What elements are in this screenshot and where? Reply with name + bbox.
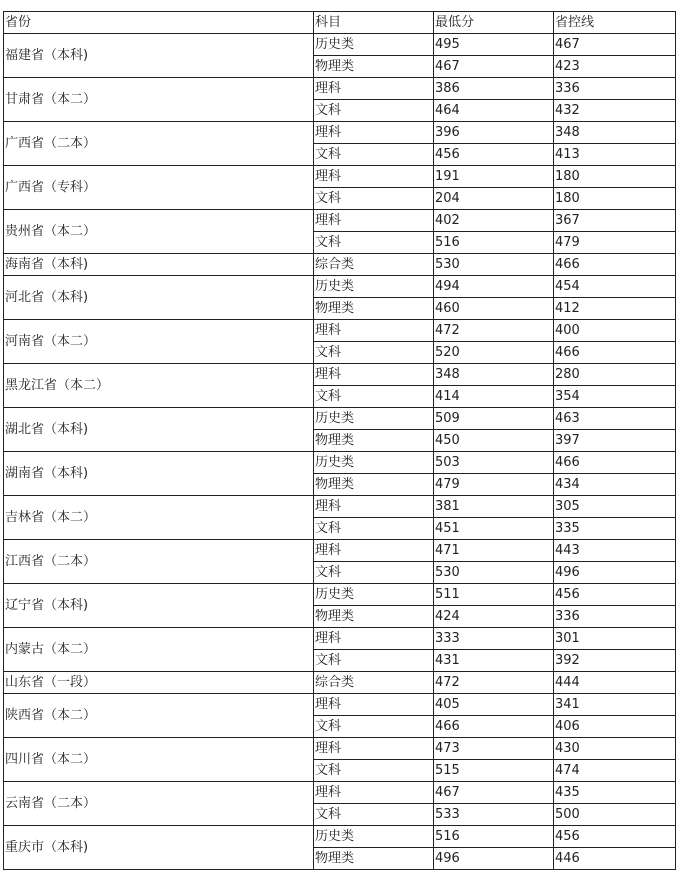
control-line-cell: 400: [554, 320, 676, 342]
min-score-cell: 495: [434, 34, 554, 56]
score-table: [3, 11, 676, 870]
control-line-cell: 430: [554, 738, 676, 760]
min-score-cell: 348: [434, 364, 554, 386]
min-score-cell: 511: [434, 584, 554, 606]
province-cell: 辽宁省（本科): [4, 584, 314, 628]
subject-cell: 文科: [314, 342, 434, 364]
min-score-cell: 520: [434, 342, 554, 364]
min-score-cell: 467: [434, 782, 554, 804]
province-cell: 云南省（二本）: [4, 782, 314, 826]
province-cell: 陕西省（本二）: [4, 694, 314, 738]
min-score-cell: 533: [434, 804, 554, 826]
control-line-cell: 354: [554, 386, 676, 408]
table-row: [4, 452, 676, 474]
min-score-cell: 414: [434, 386, 554, 408]
subject-cell: 理科: [314, 364, 434, 386]
min-score-cell: 479: [434, 474, 554, 496]
control-line-cell: 466: [554, 342, 676, 364]
subject-cell: 理科: [314, 166, 434, 188]
province-cell: 湖北省（本科): [4, 408, 314, 452]
min-score-cell: 402: [434, 210, 554, 232]
subject-cell: 文科: [314, 100, 434, 122]
control-line-cell: 432: [554, 100, 676, 122]
subject-cell: 物理类: [314, 298, 434, 320]
subject-cell: 文科: [314, 650, 434, 672]
control-line-cell: 280: [554, 364, 676, 386]
table-row: [4, 540, 676, 562]
subject-cell: 文科: [314, 562, 434, 584]
min-score-cell: 509: [434, 408, 554, 430]
table-row: [4, 166, 676, 188]
subject-cell: 文科: [314, 232, 434, 254]
min-score-cell: 503: [434, 452, 554, 474]
subject-cell: 历史类: [314, 826, 434, 848]
table-row: [4, 78, 676, 100]
subject-cell: 物理类: [314, 848, 434, 870]
province-cell: 重庆市（本科): [4, 826, 314, 870]
min-score-cell: 464: [434, 100, 554, 122]
control-line-cell: 180: [554, 166, 676, 188]
min-score-cell: 405: [434, 694, 554, 716]
table-row: [4, 628, 676, 650]
control-line-cell: 348: [554, 122, 676, 144]
table-row: [4, 694, 676, 716]
subject-cell: 物理类: [314, 606, 434, 628]
min-score-cell: 191: [434, 166, 554, 188]
min-score-cell: 472: [434, 320, 554, 342]
subject-cell: 理科: [314, 738, 434, 760]
header-control-line: 省控线: [554, 12, 676, 34]
control-line-cell: 466: [554, 452, 676, 474]
subject-cell: 理科: [314, 210, 434, 232]
province-cell: 福建省（本科): [4, 34, 314, 78]
control-line-cell: 443: [554, 540, 676, 562]
min-score-cell: 456: [434, 144, 554, 166]
subject-cell: 理科: [314, 78, 434, 100]
subject-cell: 历史类: [314, 452, 434, 474]
subject-cell: 理科: [314, 628, 434, 650]
control-line-cell: 456: [554, 584, 676, 606]
min-score-cell: 204: [434, 188, 554, 210]
control-line-cell: 180: [554, 188, 676, 210]
header-province: 省份: [4, 12, 314, 34]
control-line-cell: 496: [554, 562, 676, 584]
header-min-score: 最低分: [434, 12, 554, 34]
min-score-cell: 516: [434, 826, 554, 848]
control-line-cell: 446: [554, 848, 676, 870]
subject-cell: 文科: [314, 716, 434, 738]
min-score-cell: 530: [434, 562, 554, 584]
control-line-cell: 305: [554, 496, 676, 518]
subject-cell: 物理类: [314, 474, 434, 496]
min-score-cell: 530: [434, 254, 554, 276]
table-row: [4, 210, 676, 232]
control-line-cell: 397: [554, 430, 676, 452]
control-line-cell: 463: [554, 408, 676, 430]
control-line-cell: 336: [554, 606, 676, 628]
subject-cell: 理科: [314, 782, 434, 804]
table-row: [4, 320, 676, 342]
table-row: [4, 364, 676, 386]
table-row: [4, 408, 676, 430]
province-cell: 河北省（本科): [4, 276, 314, 320]
min-score-cell: 472: [434, 672, 554, 694]
subject-cell: 理科: [314, 320, 434, 342]
table-header: [4, 12, 676, 34]
control-line-cell: 500: [554, 804, 676, 826]
control-line-cell: 335: [554, 518, 676, 540]
control-line-cell: 412: [554, 298, 676, 320]
province-cell: 河南省（本二）: [4, 320, 314, 364]
subject-cell: 历史类: [314, 34, 434, 56]
min-score-cell: 471: [434, 540, 554, 562]
min-score-cell: 473: [434, 738, 554, 760]
control-line-cell: 406: [554, 716, 676, 738]
subject-cell: 文科: [314, 804, 434, 826]
min-score-cell: 496: [434, 848, 554, 870]
control-line-cell: 413: [554, 144, 676, 166]
min-score-cell: 515: [434, 760, 554, 782]
table-row: [4, 254, 676, 276]
subject-cell: 文科: [314, 518, 434, 540]
subject-cell: 历史类: [314, 408, 434, 430]
control-line-cell: 467: [554, 34, 676, 56]
min-score-cell: 431: [434, 650, 554, 672]
min-score-cell: 386: [434, 78, 554, 100]
table-row: [4, 276, 676, 298]
province-cell: 湖南省（本科): [4, 452, 314, 496]
min-score-cell: 494: [434, 276, 554, 298]
table-row: [4, 34, 676, 56]
province-cell: 广西省（二本）: [4, 122, 314, 166]
control-line-cell: 423: [554, 56, 676, 78]
subject-cell: 历史类: [314, 276, 434, 298]
control-line-cell: 479: [554, 232, 676, 254]
table-row: [4, 782, 676, 804]
min-score-cell: 450: [434, 430, 554, 452]
control-line-cell: 474: [554, 760, 676, 782]
province-cell: 内蒙古（本二）: [4, 628, 314, 672]
min-score-cell: 466: [434, 716, 554, 738]
min-score-cell: 424: [434, 606, 554, 628]
subject-cell: 历史类: [314, 584, 434, 606]
subject-cell: 理科: [314, 496, 434, 518]
min-score-cell: 467: [434, 56, 554, 78]
subject-cell: 文科: [314, 144, 434, 166]
subject-cell: 理科: [314, 540, 434, 562]
control-line-cell: 336: [554, 78, 676, 100]
province-cell: 广西省（专科）: [4, 166, 314, 210]
province-cell: 吉林省（本二）: [4, 496, 314, 540]
min-score-cell: 451: [434, 518, 554, 540]
table-body: [4, 34, 676, 870]
subject-cell: 文科: [314, 386, 434, 408]
control-line-cell: 454: [554, 276, 676, 298]
province-cell: 四川省（本二）: [4, 738, 314, 782]
control-line-cell: 392: [554, 650, 676, 672]
min-score-cell: 381: [434, 496, 554, 518]
control-line-cell: 435: [554, 782, 676, 804]
header-row: [4, 12, 676, 34]
province-cell: 甘肃省（本二）: [4, 78, 314, 122]
control-line-cell: 434: [554, 474, 676, 496]
subject-cell: 文科: [314, 188, 434, 210]
table-row: [4, 672, 676, 694]
table-row: [4, 826, 676, 848]
subject-cell: 物理类: [314, 430, 434, 452]
min-score-cell: 396: [434, 122, 554, 144]
province-cell: 海南省（本科): [4, 254, 314, 276]
control-line-cell: 341: [554, 694, 676, 716]
min-score-cell: 460: [434, 298, 554, 320]
min-score-cell: 516: [434, 232, 554, 254]
table-row: [4, 584, 676, 606]
header-subject: 科目: [314, 12, 434, 34]
subject-cell: 文科: [314, 760, 434, 782]
subject-cell: 理科: [314, 694, 434, 716]
province-cell: 山东省（一段）: [4, 672, 314, 694]
subject-cell: 综合类: [314, 254, 434, 276]
min-score-cell: 333: [434, 628, 554, 650]
subject-cell: 综合类: [314, 672, 434, 694]
province-cell: 贵州省（本二）: [4, 210, 314, 254]
control-line-cell: 456: [554, 826, 676, 848]
table-row: [4, 122, 676, 144]
control-line-cell: 444: [554, 672, 676, 694]
control-line-cell: 466: [554, 254, 676, 276]
province-cell: 江西省（二本）: [4, 540, 314, 584]
subject-cell: 理科: [314, 122, 434, 144]
subject-cell: 物理类: [314, 56, 434, 78]
table-row: [4, 496, 676, 518]
province-cell: 黑龙江省（本二）: [4, 364, 314, 408]
table-row: [4, 738, 676, 760]
control-line-cell: 301: [554, 628, 676, 650]
control-line-cell: 367: [554, 210, 676, 232]
